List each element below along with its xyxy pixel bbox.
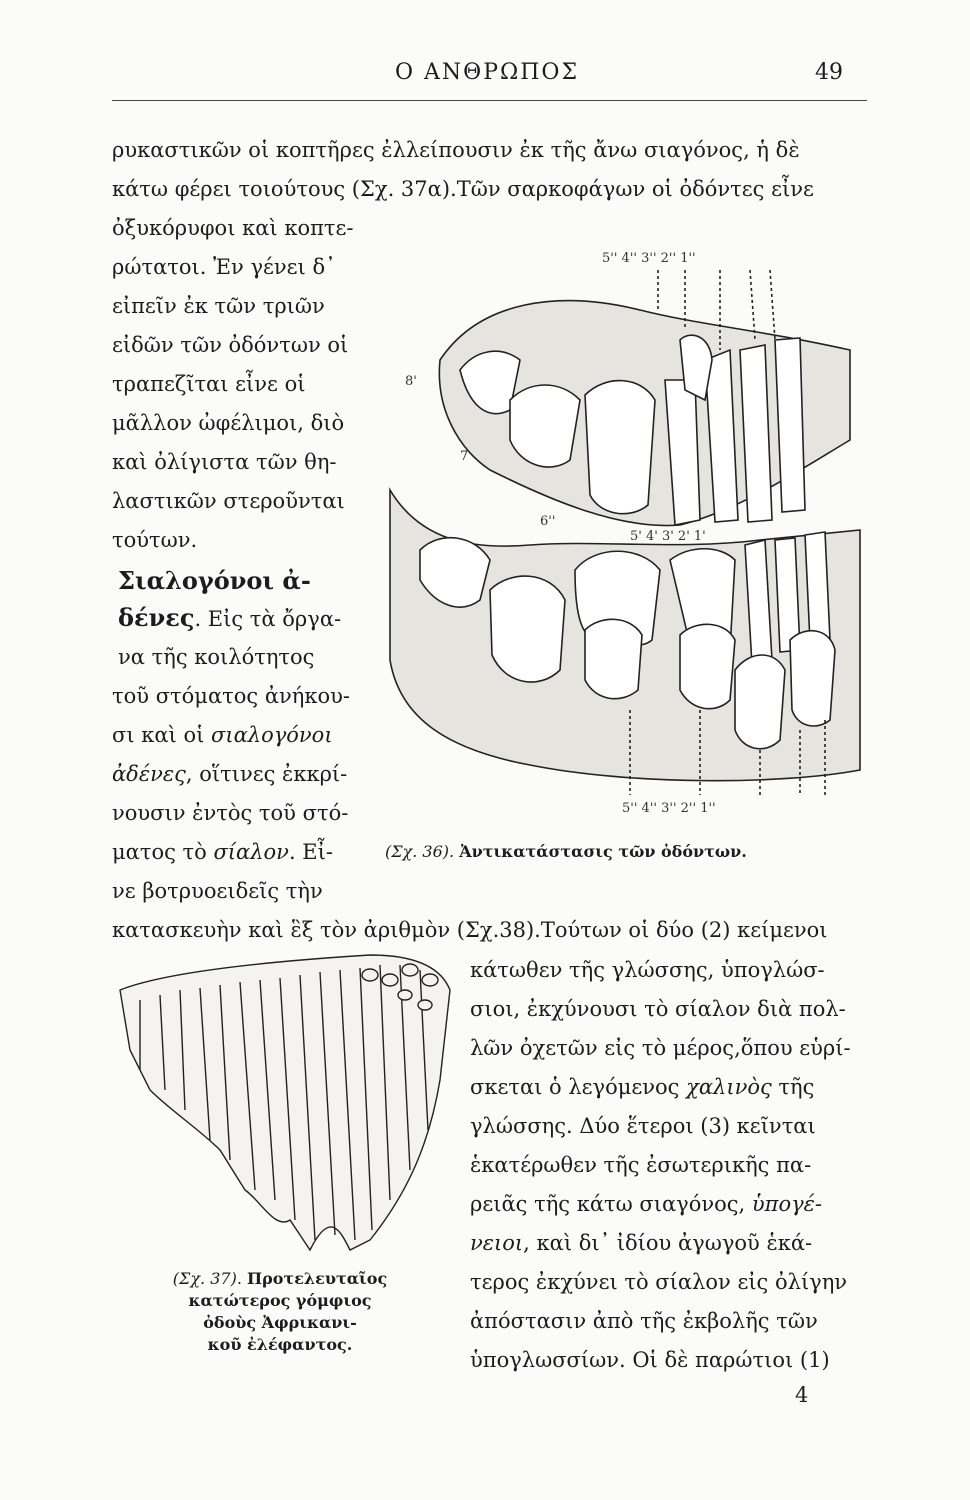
italic-term: σίαλον	[213, 840, 289, 864]
lower-jaw-drawing	[390, 490, 860, 795]
figure-36-label-8: 8'	[405, 374, 417, 389]
figure-37-ref: (Σχ. 37).	[172, 1269, 242, 1288]
body-line: ἀπόστασιν ἀπὸ τῆς ἐκβολῆς τῶν	[470, 1309, 818, 1333]
section-heading-cont: δένες	[118, 603, 195, 632]
figure-37-elephant-molar	[110, 950, 460, 1260]
figure-36-jaw-illustration	[380, 240, 870, 820]
body-line: σιοι, ἐκχύνουσι τὸ σίαλον διὰ πολ-	[470, 997, 846, 1021]
body-text: . Εἶ-	[288, 840, 333, 864]
figure-36-mid-labels: 5' 4' 3' 2' 1'	[630, 529, 706, 544]
running-header-title: Ο ΑΝΘΡΩΠΟΣ	[395, 60, 580, 85]
body-line: τούτων.	[112, 528, 198, 552]
body-line	[118, 603, 341, 634]
body-line: εἰδῶν τῶν ὀδόντων οἱ	[112, 333, 349, 357]
figure-37-caption	[130, 1268, 430, 1356]
figure-37-title-line: ὀδοὺς Ἀφρικανι-	[203, 1313, 357, 1332]
body-line	[112, 759, 347, 789]
italic-term: ἀδένες	[112, 762, 186, 786]
figure-37-title-line: Προτελευταῖος	[247, 1269, 388, 1288]
body-text: ρειᾶς τῆς κάτω σιαγόνος,	[470, 1192, 752, 1216]
body-line	[470, 1072, 814, 1102]
body-line: ρυκαστικῶν οἱ κοπτῆρες ἐλλείπουσιν ἐκ τῆς ἄνω σιαγόνος, ἡ δὲ	[112, 138, 800, 162]
italic-term: σιαλογόνοι	[211, 723, 333, 747]
figure-36-top-labels: 5'' 4'' 3'' 2'' 1''	[602, 251, 696, 266]
body-text: σκεται ὁ λεγόμενος	[470, 1075, 687, 1099]
body-text: τῆς	[771, 1075, 815, 1099]
body-line: ὑπογλωσσίων. Οἱ δὲ παρώτιοι (1)	[470, 1348, 830, 1372]
body-text: σι καὶ οἱ	[112, 723, 212, 747]
figure-37-title-line: κοῦ ἐλέφαντος.	[207, 1335, 353, 1354]
body-text: ματος τὸ	[112, 840, 214, 864]
body-line	[112, 837, 333, 867]
body-line	[112, 720, 333, 750]
figure-36-label-7: 7'	[460, 449, 472, 464]
figure-36-label-6: 6''	[540, 514, 556, 529]
body-line: μᾶλλον ὠφέλιμοι, διὸ	[112, 411, 345, 435]
body-line: καὶ ὀλίγιστα τῶν θη-	[112, 450, 337, 474]
body-line: τοῦ στόματος ἀνήκου-	[112, 684, 350, 708]
body-line	[470, 1189, 822, 1219]
section-heading: Σιαλογόνοι ἀ-	[118, 566, 311, 595]
body-text: , οἵτινες ἐκκρί-	[185, 762, 348, 786]
body-line: τερος ἐκχύνει τὸ σίαλον εἰς ὀλίγην	[470, 1270, 848, 1294]
body-line: λῶν ὀχετῶν εἰς τὸ μέρος,ὅπου εὑρί-	[470, 1036, 851, 1060]
body-line: λαστικῶν στεροῦνται	[112, 489, 345, 513]
body-line: νε βοτρυοειδεῖς τὴν	[112, 879, 323, 903]
body-line: κάτωθεν τῆς γλώσσης, ὑπογλώσ-	[470, 958, 825, 982]
body-text: , καὶ δι᾽ ἰδίου ἀγωγοῦ ἑκά-	[523, 1231, 813, 1255]
figure-36-bottom-labels: 5'' 4'' 3'' 2'' 1''	[622, 801, 716, 816]
italic-term: νειοι	[470, 1231, 524, 1255]
signature-mark: 4	[795, 1383, 809, 1407]
page-number: 49	[815, 60, 843, 85]
body-line: ὀξυκόρυφοι καὶ κοπτε-	[112, 216, 354, 240]
upper-jaw-drawing	[439, 270, 850, 526]
header-rule	[112, 100, 867, 101]
figure-36-ref: (Σχ. 36).	[385, 842, 455, 861]
body-line: τραπεζῖται εἶνε οἱ	[112, 372, 306, 396]
molar-drawing	[120, 955, 450, 1250]
body-line: ρώτατοι. Ἐν γένει δ᾽	[112, 255, 336, 279]
body-line: νουσιν ἐντὸς τοῦ στό-	[112, 801, 349, 825]
italic-term: χαλινὸς	[686, 1075, 772, 1099]
body-line	[470, 1228, 812, 1258]
body-line: γλώσσης. Δύο ἕτεροι (3) κεῖνται	[470, 1114, 816, 1138]
body-line: κάτω φέρει τοιούτους (Σχ. 37α).Τῶν σαρκοφάγων οἱ ὀδόντες εἶνε	[112, 177, 814, 201]
body-line: εἰπεῖν ἐκ τῶν τριῶν	[112, 294, 325, 318]
body-line: κατασκευὴν καὶ ἓξ τὸν ἀριθμὸν (Σχ.38).Τούτων οἱ δύο (2) κείμενοι	[112, 918, 828, 942]
italic-term: ὑπογέ-	[751, 1192, 823, 1216]
figure-36-caption	[385, 842, 747, 861]
figure-36-title: Ἀντικατάστασις τῶν ὀδόντων.	[459, 842, 747, 861]
body-line: να τῆς κοιλότητος	[118, 645, 315, 669]
body-text: . Εἰς τὰ ὄργα-	[194, 607, 342, 631]
body-line: ἑκατέρωθεν τῆς ἐσωτερικῆς πα-	[470, 1153, 812, 1177]
figure-37-title-line: κατώτερος γόμφιος	[188, 1291, 372, 1310]
